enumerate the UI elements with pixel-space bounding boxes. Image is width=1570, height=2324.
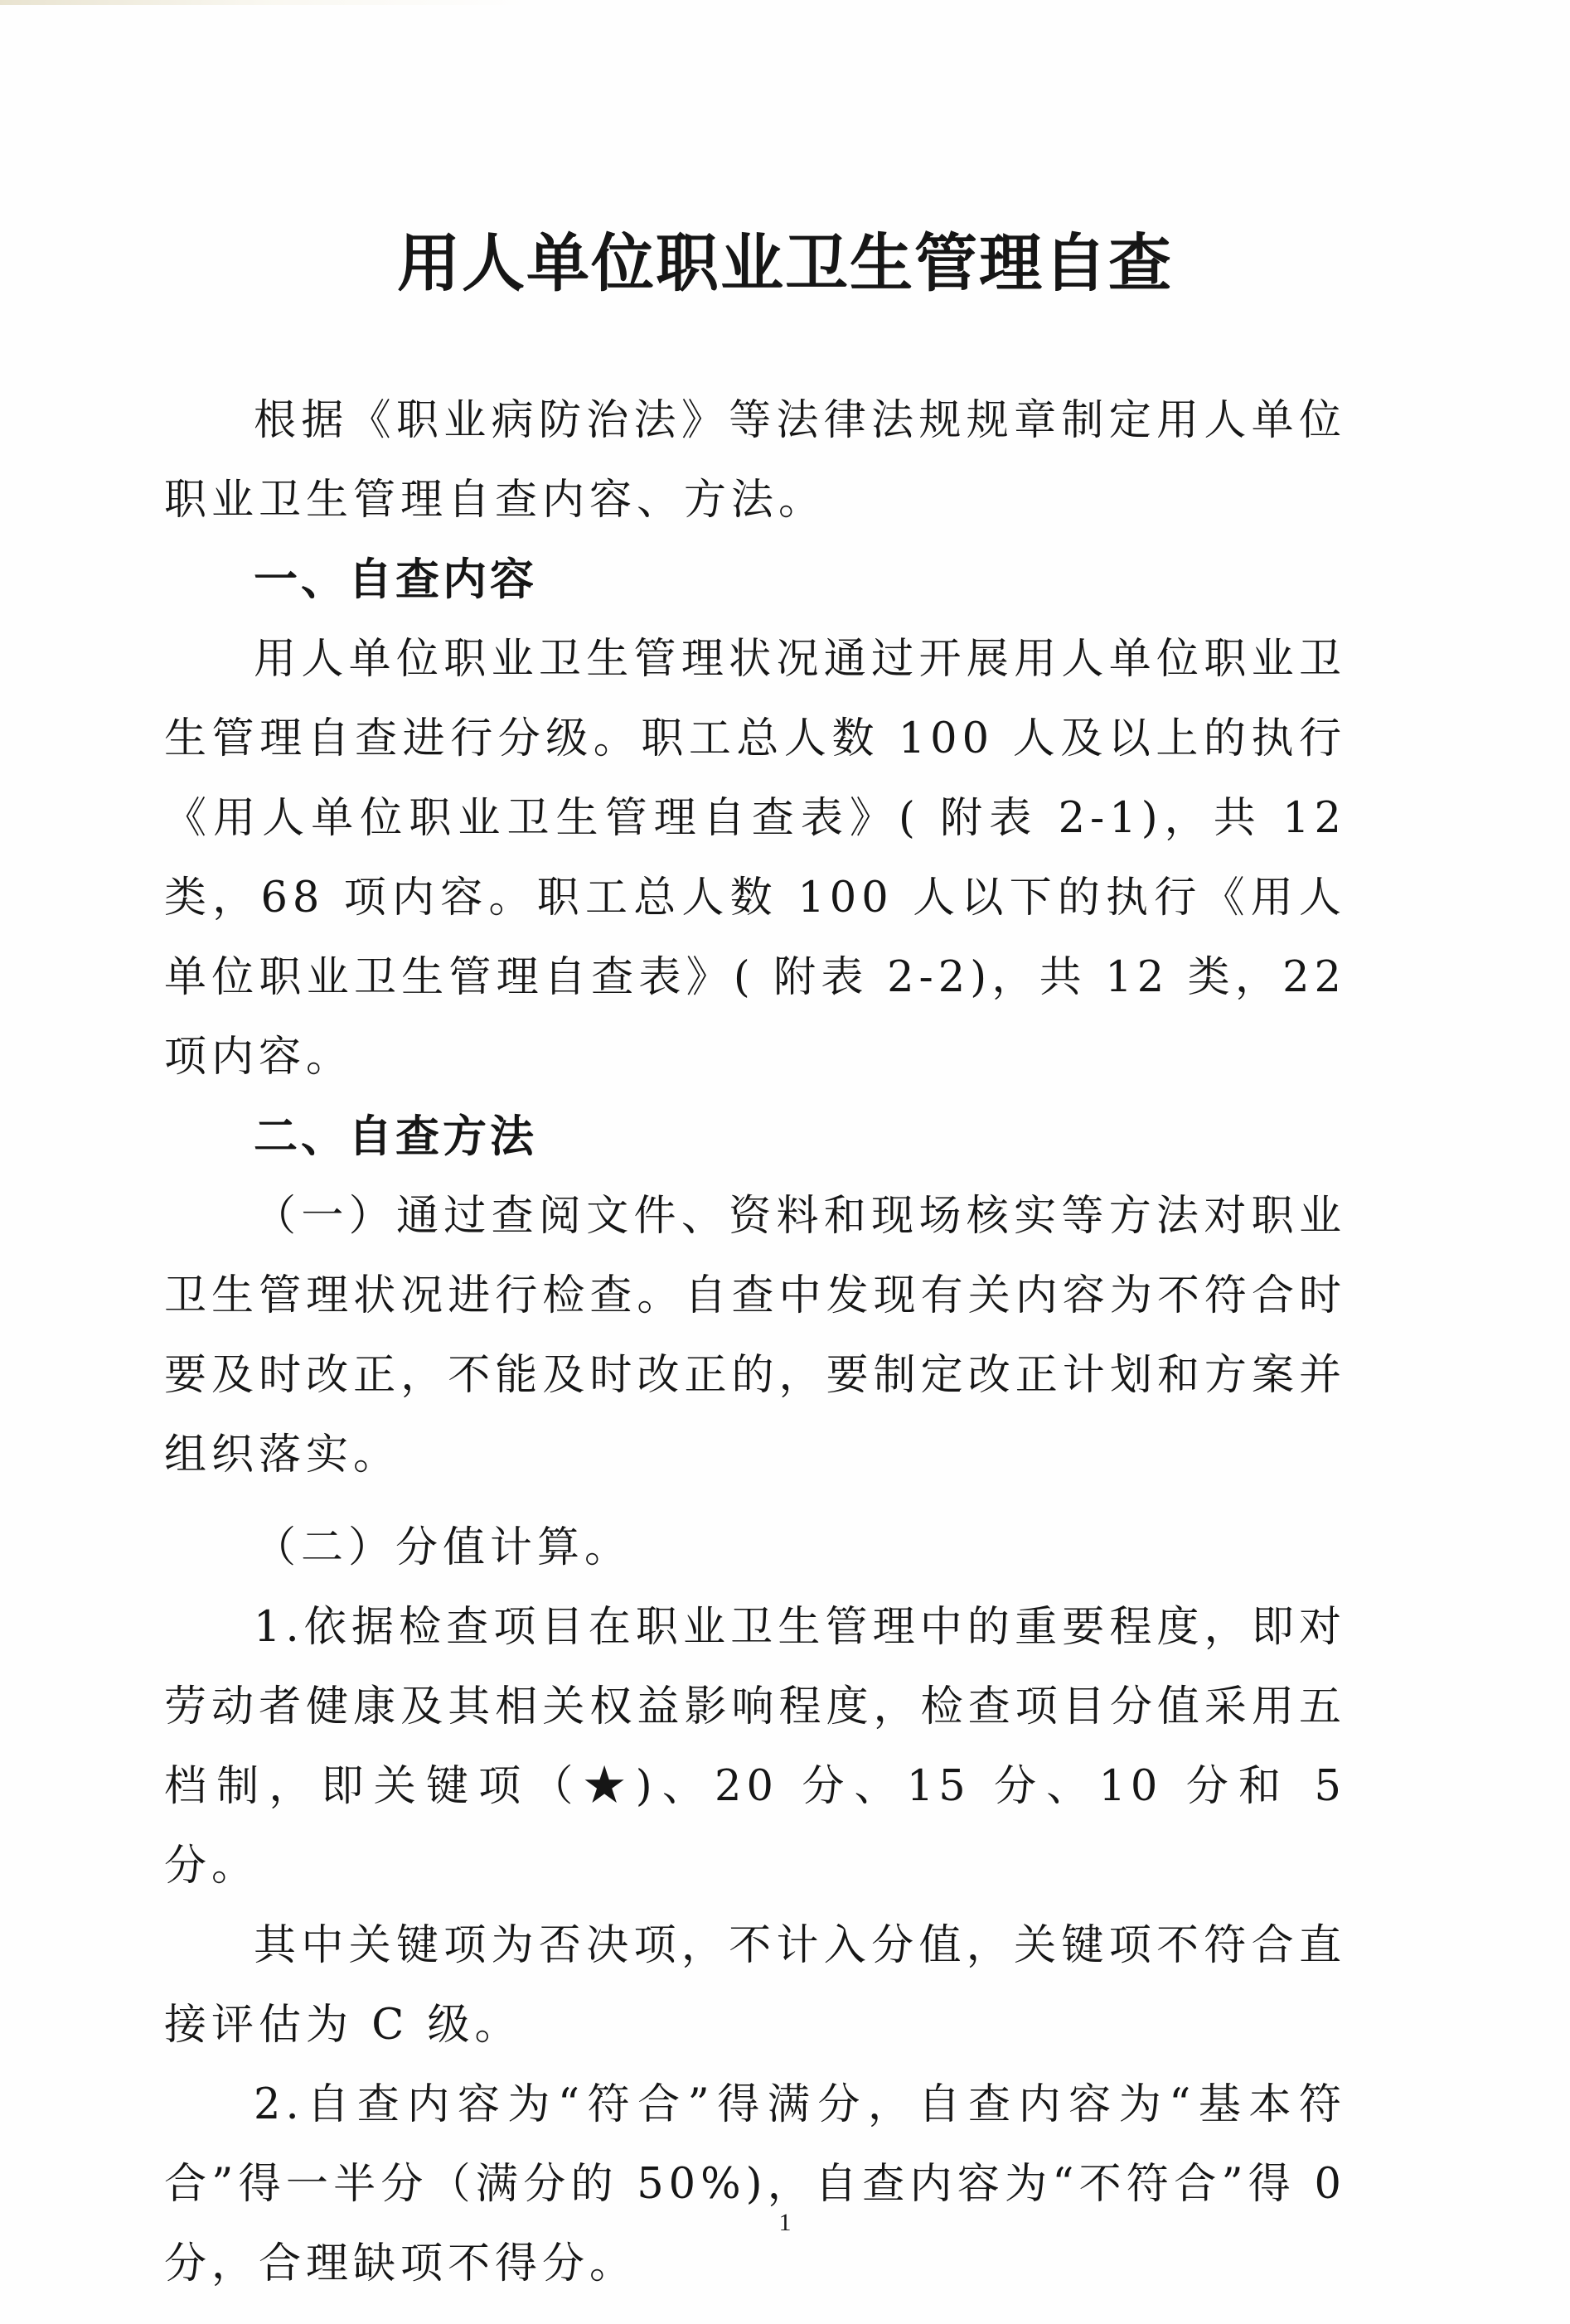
scan-edge-mark: [0, 0, 531, 5]
scoring-point-1-note: 其中关键项为否决项，不计入分值，关键项不符合直接评估为 C 级。: [164, 1921, 1346, 2050]
method-item-1: （一）通过查阅文件、资料和现场核实等方法对职业卫生管理状况进行检查。自查中发现有关内容为不符合时要及时改正，不能及时改正的，要制定改正计划和方案并组织落实。: [164, 1192, 1346, 1479]
document-title: 用人单位职业卫生管理自查: [397, 226, 1173, 300]
scoring-point-1: 1.依据检查项目在职业卫生管理中的重要程度，即对劳动者健康及其相关权益影响程度，检查项目分值采用五档制，即关键项（★)、20 分、15 分、10 分和 5 分。: [164, 1603, 1346, 1891]
section-heading-method: 二、自查方法: [254, 1111, 537, 1162]
page-number: 1: [778, 2209, 792, 2236]
section-content-paragraph: 用人单位职业卫生管理状况通过开展用人单位职业卫生管理自查进行分级。职工总人数 100 人及以上的执行《用人单位职业卫生管理自查表》( 附表 2-1)，共 12 类，68 项内容。职工总人数 100 人以下的执行《用人单位职业卫生管理自查表》( 附表 2-2)，共 12 类，22 项内容。: [164, 635, 1346, 1082]
scoring-point-2: 2.自查内容为“符合”得满分，自查内容为“基本符合”得一半分（满分的 50%)，自查内容为“不符合”得 0 分，合理缺项不得分。: [164, 2080, 1346, 2288]
paragraph-gap: [164, 1495, 1346, 1508]
section-heading-content: 一、自查内容: [254, 554, 537, 605]
document-body: [164, 381, 1346, 2304]
intro-paragraph: 根据《职业病防治法》等法律法规规章制定用人单位职业卫生管理自查内容、方法。: [164, 396, 1346, 525]
method-item-2: （二）分值计算。: [254, 1523, 632, 1572]
